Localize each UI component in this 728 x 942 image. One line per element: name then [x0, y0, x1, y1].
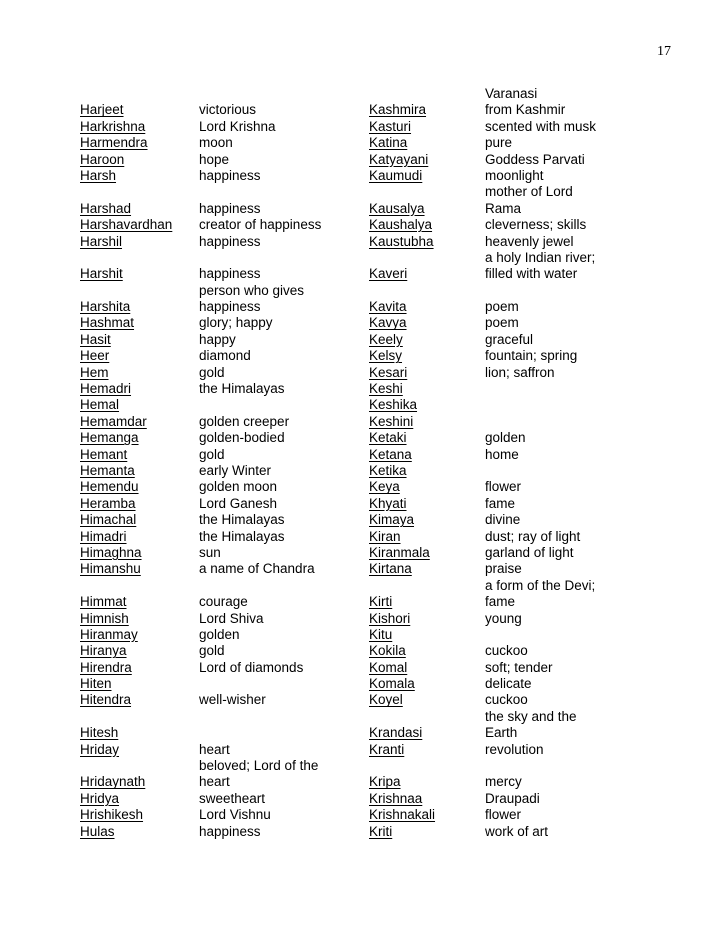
- name-entry: [369, 709, 435, 725]
- meaning-entry: home: [485, 446, 519, 462]
- meaning-entry: happiness: [199, 167, 261, 183]
- name-entry: Kirtana: [369, 561, 412, 577]
- meaning-entry: soft; tender: [485, 659, 553, 675]
- meaning-entry: mercy: [485, 774, 522, 790]
- meaning-entry: cuckoo: [485, 692, 528, 708]
- name-entry: Kashmira: [369, 102, 427, 118]
- meaning-entry: happiness: [199, 266, 261, 282]
- name-entry: Katina: [369, 135, 408, 151]
- name-entry: Komal: [369, 659, 408, 675]
- name-entry: Kishori: [369, 610, 411, 626]
- meaning-entry: cleverness; skills: [485, 217, 587, 233]
- meaning-entry: happy: [199, 331, 236, 347]
- name-entry: Kitu: [369, 626, 393, 642]
- name-entry: Keely: [369, 331, 403, 347]
- name-entry: Hemamdar: [80, 413, 147, 429]
- name-entry: [80, 578, 172, 594]
- name-entry: Harjeet: [80, 102, 124, 118]
- meaning-entry: Lord of diamonds: [199, 659, 304, 675]
- meaning-entry: [485, 397, 596, 413]
- name-entry: Kiranmala: [369, 544, 430, 560]
- meaning-entry: Earth: [485, 725, 518, 741]
- name-entry: [80, 758, 172, 774]
- meaning-entry: a holy Indian river;: [485, 249, 596, 265]
- name-entry: Krishnaa: [369, 790, 423, 806]
- meaning-entry: golden moon: [199, 479, 278, 495]
- meaning-entry: sweetheart: [199, 790, 266, 806]
- meaning-entry: sun: [199, 544, 221, 560]
- meaning-entry: moon: [199, 135, 233, 151]
- meaning-entry: delicate: [485, 676, 532, 692]
- name-entry: Kaumudi: [369, 167, 423, 183]
- meaning-entry: [199, 676, 321, 692]
- name-entry: Kausalya: [369, 200, 425, 216]
- name-entry: Heramba: [80, 495, 136, 511]
- name-entry: Krandasi: [369, 725, 423, 741]
- meaning-entry: creator of happiness: [199, 217, 322, 233]
- name-entry: Koyel: [369, 692, 403, 708]
- meaning-entry: fountain; spring: [485, 348, 578, 364]
- name-entry: Heer: [80, 348, 110, 364]
- name-entry: Kokila: [369, 643, 406, 659]
- meaning-entry: golden: [485, 430, 526, 446]
- name-entry: Hitendra: [80, 692, 132, 708]
- meaning-entry: [199, 86, 321, 102]
- right-meanings-column: [485, 86, 596, 840]
- name-entry: Harshita: [80, 299, 131, 315]
- name-entry: Harkrishna: [80, 118, 146, 134]
- meaning-entry: Lord Ganesh: [199, 495, 278, 511]
- meaning-entry: mother of Lord: [485, 184, 573, 200]
- meaning-entry: poem: [485, 299, 519, 315]
- meaning-entry: poem: [485, 315, 519, 331]
- meaning-entry: fame: [485, 495, 516, 511]
- meaning-entry: golden creeper: [199, 413, 290, 429]
- meaning-entry: cuckoo: [485, 643, 528, 659]
- meaning-entry: Goddess Parvati: [485, 151, 585, 167]
- meaning-entry: [199, 709, 321, 725]
- name-entry: [369, 184, 435, 200]
- name-entry: Harshad: [80, 200, 132, 216]
- meaning-entry: gold: [199, 643, 225, 659]
- name-entry: Himanshu: [80, 561, 141, 577]
- meaning-entry: [485, 758, 596, 774]
- name-entry: Hemal: [80, 397, 120, 413]
- meaning-entry: garland of light: [485, 544, 574, 560]
- name-entry: Kesari: [369, 364, 408, 380]
- name-entry: Kriti: [369, 823, 393, 839]
- name-entry: Keya: [369, 479, 400, 495]
- meaning-entry: beloved; Lord of the: [199, 758, 319, 774]
- name-entry: [369, 578, 435, 594]
- name-entry: Kaustubha: [369, 233, 434, 249]
- left-meanings-column: [199, 86, 321, 840]
- meaning-entry: young: [485, 610, 522, 626]
- meaning-entry: divine: [485, 512, 521, 528]
- meaning-entry: happiness: [199, 200, 261, 216]
- name-entry: [369, 250, 435, 266]
- meaning-entry: [485, 463, 596, 479]
- meaning-entry: the Himalayas: [199, 528, 285, 544]
- meaning-entry: well-wisher: [199, 692, 266, 708]
- name-entry: Hashmat: [80, 315, 135, 331]
- meaning-entry: scented with musk: [485, 118, 597, 134]
- name-entry: Himmat: [80, 594, 127, 610]
- name-entry: Kavya: [369, 315, 407, 331]
- meaning-entry: [485, 381, 596, 397]
- meaning-entry: from Kashmir: [485, 102, 566, 118]
- name-entry: Kasturi: [369, 118, 412, 134]
- name-entry: Katyayani: [369, 151, 429, 167]
- meaning-entry: happiness: [199, 299, 261, 315]
- meaning-entry: pure: [485, 135, 513, 151]
- name-entry: Hiranmay: [80, 626, 138, 642]
- meaning-entry: the Himalayas: [199, 381, 285, 397]
- name-entry: Hrishikesh: [80, 807, 144, 823]
- meaning-entry: [485, 283, 596, 299]
- meaning-entry: golden-bodied: [199, 430, 285, 446]
- meaning-entry: early Winter: [199, 462, 272, 478]
- name-entry: [80, 283, 172, 299]
- meaning-entry: victorious: [199, 102, 257, 118]
- meaning-entry: happiness: [199, 823, 261, 839]
- name-entry: Kelsy: [369, 348, 403, 364]
- meaning-entry: courage: [199, 594, 248, 610]
- meaning-entry: Draupadi: [485, 790, 540, 806]
- name-entry: Hemant: [80, 446, 128, 462]
- name-entry: Ketaki: [369, 430, 407, 446]
- name-entry: Haroon: [80, 151, 125, 167]
- page-number: 17: [657, 44, 671, 59]
- name-entry: [369, 283, 435, 299]
- name-entry: Harshil: [80, 233, 123, 249]
- name-entry: Kirti: [369, 594, 393, 610]
- name-entry: [80, 709, 172, 725]
- left-names-column: [80, 86, 172, 840]
- name-entry: Hulas: [80, 823, 115, 839]
- meaning-entry: work of art: [485, 823, 549, 839]
- name-entry: Hitesh: [80, 725, 119, 741]
- meaning-entry: happiness: [199, 233, 261, 249]
- meaning-entry: dust; ray of light: [485, 528, 581, 544]
- meaning-entry: glory; happy: [199, 315, 273, 331]
- name-entry: Kiran: [369, 528, 401, 544]
- name-entry: Himnish: [80, 610, 129, 626]
- meaning-entry: [199, 184, 321, 200]
- name-entry: Harshavardhan: [80, 217, 173, 233]
- name-entry: Harshit: [80, 266, 123, 282]
- meaning-entry: heart: [199, 774, 230, 790]
- meaning-entry: revolution: [485, 741, 544, 757]
- name-entry: Keshika: [369, 397, 418, 413]
- meaning-entry: person who gives: [199, 282, 305, 298]
- name-entry: Kranti: [369, 741, 405, 757]
- meaning-entry: Rama: [485, 200, 522, 216]
- name-entry: Hasit: [80, 331, 111, 347]
- name-entry: Hiranya: [80, 643, 127, 659]
- name-entry: Khyati: [369, 495, 407, 511]
- meaning-entry: flower: [485, 479, 522, 495]
- meaning-entry: [199, 725, 321, 741]
- meaning-entry: gold: [199, 446, 225, 462]
- name-entry: Kaveri: [369, 266, 408, 282]
- name-entry: Keshini: [369, 413, 414, 429]
- name-entry: [369, 86, 435, 102]
- name-entry: Harmendra: [80, 135, 148, 151]
- name-entry: Ketana: [369, 446, 412, 462]
- name-entry: Krishnakali: [369, 807, 436, 823]
- meaning-entry: a name of Chandra: [199, 561, 315, 577]
- meaning-entry: the sky and the: [485, 708, 577, 724]
- name-entry: Hemendu: [80, 479, 139, 495]
- name-entry: Hem: [80, 364, 109, 380]
- name-entry: Hridaynath: [80, 774, 146, 790]
- meaning-entry: diamond: [199, 348, 251, 364]
- name-entry: Komala: [369, 676, 415, 692]
- meaning-entry: lion; saffron: [485, 364, 555, 380]
- meaning-entry: golden: [199, 626, 240, 642]
- name-entry: [369, 758, 435, 774]
- meaning-entry: [199, 397, 321, 413]
- name-entry: Harsh: [80, 167, 117, 183]
- name-entry: Hirendra: [80, 659, 132, 675]
- name-entry: Hemanga: [80, 430, 139, 446]
- meaning-entry: filled with water: [485, 266, 578, 282]
- name-entry: Kaushalya: [369, 217, 433, 233]
- name-entry: Hiten: [80, 676, 112, 692]
- name-entry: Hridya: [80, 790, 120, 806]
- meaning-entry: flower: [485, 807, 522, 823]
- meaning-entry: graceful: [485, 331, 534, 347]
- name-entry: Kimaya: [369, 512, 415, 528]
- meaning-entry: Lord Shiva: [199, 610, 264, 626]
- meaning-entry: a form of the Devi;: [485, 577, 596, 593]
- name-entry: [80, 250, 172, 266]
- meaning-entry: heart: [199, 741, 230, 757]
- name-entry: Hemanta: [80, 462, 135, 478]
- meaning-entry: the Himalayas: [199, 512, 285, 528]
- name-entry: [80, 86, 172, 102]
- name-entry: [80, 184, 172, 200]
- meaning-entry: Varanasi: [485, 86, 538, 101]
- right-names-column: [369, 86, 435, 840]
- meaning-entry: [485, 414, 596, 430]
- meaning-entry: praise: [485, 561, 522, 577]
- meaning-entry: moonlight: [485, 167, 544, 183]
- name-entry: Himachal: [80, 512, 137, 528]
- meaning-entry: [199, 250, 321, 266]
- name-entry: Kripa: [369, 774, 401, 790]
- meaning-entry: Lord Krishna: [199, 118, 276, 134]
- meaning-entry: gold: [199, 364, 225, 380]
- meaning-entry: Lord Vishnu: [199, 807, 271, 823]
- name-entry: Himadri: [80, 528, 127, 544]
- meaning-entry: [485, 627, 596, 643]
- name-entry: Kavita: [369, 299, 407, 315]
- meaning-entry: hope: [199, 151, 230, 167]
- meaning-entry: heavenly jewel: [485, 233, 574, 249]
- name-entry: Hemadri: [80, 381, 132, 397]
- meaning-entry: fame: [485, 594, 516, 610]
- name-entry: Ketika: [369, 462, 407, 478]
- name-entry: Hriday: [80, 741, 120, 757]
- name-entry: Himaghna: [80, 544, 142, 560]
- meaning-entry: [199, 578, 321, 594]
- name-entry: Keshi: [369, 381, 403, 397]
